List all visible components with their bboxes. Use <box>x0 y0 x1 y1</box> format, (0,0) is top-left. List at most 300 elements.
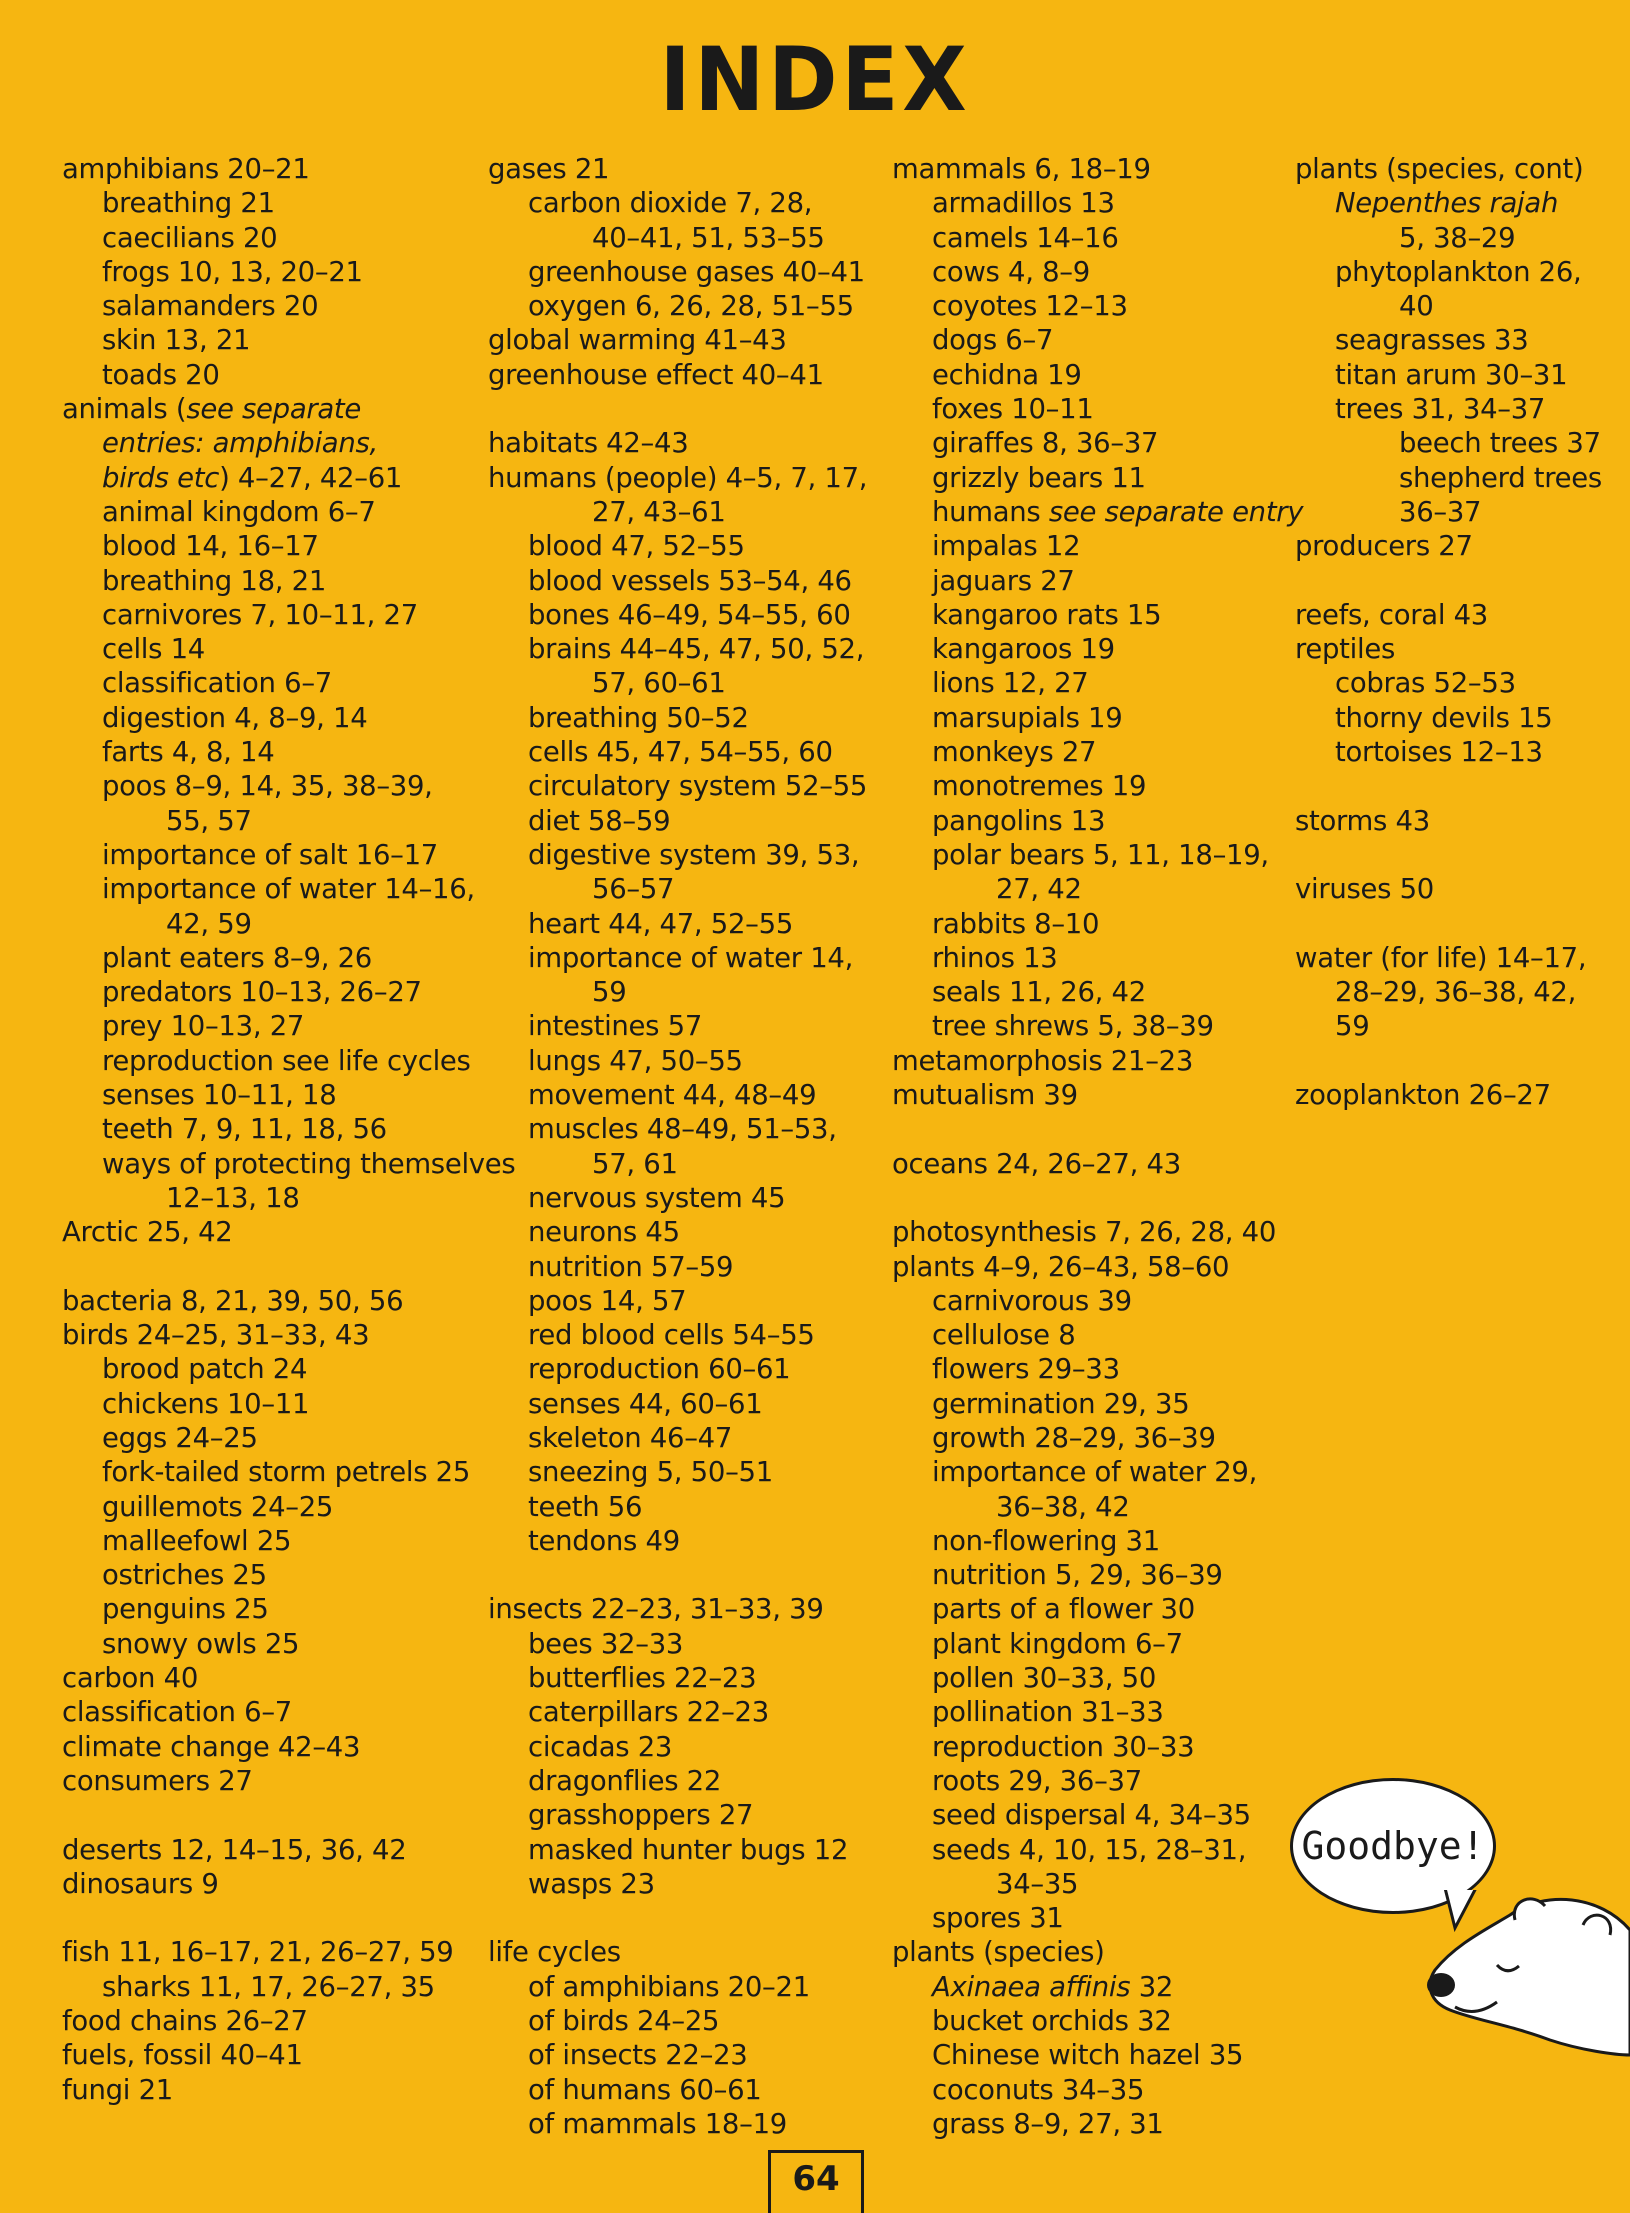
index-entry-text: phytoplankton 26, <box>1335 255 1582 288</box>
index-entry <box>62 255 472 289</box>
index-entry <box>62 529 472 563</box>
index-entry <box>488 1524 898 1558</box>
index-entry-text: water (for life) 14–17, <box>1295 941 1587 974</box>
index-entry <box>488 804 898 838</box>
index-entry-text: coconuts 34–35 <box>932 2073 1145 2106</box>
index-entry-text: malleefowl 25 <box>102 1524 292 1557</box>
index-entry-text: masked hunter bugs 12 <box>528 1833 849 1866</box>
index-entry <box>62 632 472 666</box>
index-entry <box>1295 426 1630 460</box>
index-entry-text: movement 44, 48–49 <box>528 1079 817 1112</box>
index-entry-text: fuels, fossil 40–41 <box>62 2039 303 2072</box>
index-entry <box>488 1044 898 1078</box>
index-entry-text: oceans 24, 26–27, 43 <box>892 1147 1181 1180</box>
index-entry <box>62 1387 472 1421</box>
index-entry <box>488 289 898 323</box>
index-entry-text: skeleton 46–47 <box>528 1421 733 1454</box>
index-entry-text: salamanders 20 <box>102 290 319 323</box>
index-entry <box>488 1318 898 1352</box>
index-entry <box>488 2107 898 2141</box>
index-entry <box>62 1421 472 1455</box>
index-entry <box>488 975 898 1009</box>
index-entry-text: ways of protecting themselves <box>102 1147 516 1180</box>
index-entry-text: importance of water 29, <box>932 1456 1258 1489</box>
index-entry-text: reefs, coral 43 <box>1295 598 1489 631</box>
index-entry <box>892 186 1302 220</box>
index-entry <box>62 1078 472 1112</box>
index-entry-text: predators 10–13, 26–27 <box>102 976 422 1009</box>
index-entry <box>488 564 898 598</box>
index-entry-text: spores 31 <box>932 1902 1064 1935</box>
index-entry-text: oxygen 6, 26, 28, 51–55 <box>528 290 854 323</box>
index-entry-text: zooplankton 26–27 <box>1295 1079 1551 1112</box>
index-entry <box>62 701 472 735</box>
index-entry-text: tendons 49 <box>528 1524 680 1557</box>
index-entry <box>1295 186 1630 220</box>
index-entry-text: bucket orchids 32 <box>932 2005 1172 2038</box>
index-entry <box>892 1833 1302 1867</box>
index-entry-text: marsupials 19 <box>932 701 1123 734</box>
index-entry <box>62 1318 472 1352</box>
index-entry-text: blood vessels 53–54, 46 <box>528 564 852 597</box>
index-spacer <box>62 1901 472 1935</box>
index-entry <box>62 1627 472 1661</box>
index-entry <box>488 1661 898 1695</box>
index-entry-text: 28–29, 36–38, 42, <box>1335 976 1577 1009</box>
index-entry-text: importance of water 14–16, <box>102 873 475 906</box>
index-entry <box>1295 392 1630 426</box>
index-entry <box>892 1661 1302 1695</box>
index-entry <box>488 1009 898 1043</box>
index-entry-pages: 32 <box>1130 1970 1174 2003</box>
index-entry <box>488 1833 898 1867</box>
index-entry <box>892 1147 1302 1181</box>
index-entry <box>62 1970 472 2004</box>
index-entry <box>62 1524 472 1558</box>
index-entry-text: intestines 57 <box>528 1010 703 1043</box>
index-entry <box>892 358 1302 392</box>
index-entry <box>62 186 472 220</box>
index-entry <box>892 735 1302 769</box>
index-entry-text: producers 27 <box>1295 530 1473 563</box>
index-entry-text: sharks 11, 17, 26–27, 35 <box>102 1970 435 2003</box>
index-entry-text: titan arum 30–31 <box>1335 358 1568 391</box>
index-entry <box>1295 872 1630 906</box>
index-entry-text: fork-tailed storm petrels 25 <box>102 1456 471 1489</box>
index-entry-text: teeth 7, 9, 11, 18, 56 <box>102 1113 387 1146</box>
index-entry <box>488 323 898 357</box>
index-entry-text: importance of salt 16–17 <box>102 838 438 871</box>
index-entry-text: beech trees 37 <box>1399 427 1601 460</box>
index-entry-text: cows 4, 8–9 <box>932 255 1090 288</box>
index-entry-text: poos 14, 57 <box>528 1284 687 1317</box>
index-entry <box>892 495 1302 529</box>
index-entry <box>62 1867 472 1901</box>
index-entry <box>62 941 472 975</box>
index-entry-text: consumers 27 <box>62 1764 253 1797</box>
index-entry <box>62 1490 472 1524</box>
index-entry <box>488 1592 898 1626</box>
index-entry <box>892 1387 1302 1421</box>
index-entry-text: 27, 43–61 <box>592 495 726 528</box>
index-entry <box>488 769 898 803</box>
index-entry <box>62 1764 472 1798</box>
index-entry-text: importance of water 14, <box>528 941 854 974</box>
index-entry <box>892 804 1302 838</box>
polar-bear-illustration <box>1415 1890 1630 2060</box>
index-entry <box>488 1935 898 1969</box>
index-entry-text: caterpillars 22–23 <box>528 1696 769 1729</box>
index-entry-text: of humans 60–61 <box>528 2073 762 2106</box>
index-entry-text: kangaroo rats 15 <box>932 598 1162 631</box>
index-entry <box>892 1250 1302 1284</box>
index-entry-text: 34–35 <box>996 1867 1079 1900</box>
index-entry <box>892 255 1302 289</box>
index-entry-text: 40 <box>1399 290 1434 323</box>
index-entry <box>1295 529 1630 563</box>
index-entry <box>62 564 472 598</box>
index-entry <box>1295 152 1630 186</box>
index-entry-text: lungs 47, 50–55 <box>528 1044 743 1077</box>
index-entry <box>488 461 898 495</box>
index-entry-text: breathing 18, 21 <box>102 564 327 597</box>
index-entry <box>892 392 1302 426</box>
index-entry-text: photosynthesis 7, 26, 28, 40 <box>892 1216 1277 1249</box>
index-entry-text: jaguars 27 <box>932 564 1075 597</box>
index-entry-text: animal kingdom 6–7 <box>102 495 376 528</box>
index-entry-text: 40–41, 51, 53–55 <box>592 221 825 254</box>
index-entry-text: seals 11, 26, 42 <box>932 976 1146 1009</box>
index-entry-text: butterflies 22–23 <box>528 1662 757 1695</box>
index-entry <box>1295 941 1630 975</box>
index-entry <box>892 872 1302 906</box>
index-entry <box>488 1798 898 1832</box>
index-entry <box>1295 255 1630 289</box>
index-entry <box>488 2073 898 2107</box>
index-entry-text: foxes 10–11 <box>932 393 1094 426</box>
index-spacer <box>488 1901 898 1935</box>
index-entry-text: ostriches 25 <box>102 1559 267 1592</box>
index-entry <box>62 1215 472 1249</box>
index-entry <box>1295 804 1630 838</box>
index-entry-text: coyotes 12–13 <box>932 290 1128 323</box>
index-entry <box>62 1730 472 1764</box>
index-entry-text: seeds 4, 10, 15, 28–31, <box>932 1833 1247 1866</box>
index-entry-text: senses 10–11, 18 <box>102 1079 337 1112</box>
index-entry-text: nervous system 45 <box>528 1181 786 1214</box>
index-entry <box>488 632 898 666</box>
index-entry-text: poos 8–9, 14, 35, 38–39, <box>102 770 433 803</box>
index-entry-text: roots 29, 36–37 <box>932 1764 1142 1797</box>
index-entry-text: carbon 40 <box>62 1662 199 1695</box>
index-entry <box>62 598 472 632</box>
index-entry-text: neurons 45 <box>528 1216 680 1249</box>
index-entry-text: of mammals 18–19 <box>528 2107 787 2140</box>
index-entry-text: of amphibians 20–21 <box>528 1970 810 2003</box>
index-entry <box>1295 975 1630 1009</box>
index-entry <box>488 1730 898 1764</box>
index-entry <box>892 1798 1302 1832</box>
index-entry-text: shepherd trees <box>1399 461 1602 494</box>
index-entry-text: rhinos 13 <box>932 941 1058 974</box>
index-entry-text: carbon dioxide 7, 28, <box>528 187 813 220</box>
index-entry <box>892 152 1302 186</box>
index-entry <box>892 1695 1302 1729</box>
index-entry-text: germination 29, 35 <box>932 1387 1190 1420</box>
index-entry <box>892 1867 1302 1901</box>
index-entry <box>488 1387 898 1421</box>
index-entry-text: blood 14, 16–17 <box>102 530 319 563</box>
index-entry-text: deserts 12, 14–15, 36, 42 <box>62 1833 407 1866</box>
index-entry <box>488 1867 898 1901</box>
index-entry <box>488 1695 898 1729</box>
index-entry-text: mammals 6, 18–19 <box>892 153 1151 185</box>
index-entry-text: dragonflies 22 <box>528 1764 722 1797</box>
index-entry <box>62 2004 472 2038</box>
index-entry-text: classification 6–7 <box>62 1696 292 1729</box>
index-entry <box>488 598 898 632</box>
index-entry <box>62 2073 472 2107</box>
index-entry-text: flowers 29–33 <box>932 1353 1120 1386</box>
index-entry-text: bones 46–49, 54–55, 60 <box>528 598 851 631</box>
index-entry-text: insects 22–23, 31–33, 39 <box>488 1593 824 1626</box>
index-entry-text: 59 <box>592 976 627 1009</box>
index-entry-text: echidna 19 <box>932 358 1082 391</box>
index-entry-text: nutrition 5, 29, 36–39 <box>932 1559 1223 1592</box>
index-entry-text: teeth 56 <box>528 1490 643 1523</box>
index-entry <box>62 1352 472 1386</box>
index-entry <box>488 1764 898 1798</box>
index-entry-text: carnivorous 39 <box>932 1284 1132 1317</box>
index-entry-text: chickens 10–11 <box>102 1387 310 1420</box>
index-entry <box>62 1592 472 1626</box>
index-entry <box>892 1970 1302 2004</box>
index-entry-text: snowy owls 25 <box>102 1627 300 1660</box>
index-entry <box>892 323 1302 357</box>
index-entry <box>892 769 1302 803</box>
index-entry <box>892 1284 1302 1318</box>
index-entry-italic: birds etc <box>102 461 220 494</box>
index-spacer <box>488 1558 898 1592</box>
index-entry <box>488 2004 898 2038</box>
index-entry-text: viruses 50 <box>1295 873 1434 906</box>
index-entry <box>1295 1078 1630 1112</box>
index-entry-text: plants 4–9, 26–43, 58–60 <box>892 1250 1230 1283</box>
index-entry <box>892 1730 1302 1764</box>
index-entry-italic: entries: amphibians, <box>102 427 378 460</box>
index-entry-text: pangolins 13 <box>932 804 1106 837</box>
index-entry <box>892 1215 1302 1249</box>
index-entry-text: tortoises 12–13 <box>1335 736 1543 769</box>
index-entry-text: giraffes 8, 36–37 <box>932 427 1159 460</box>
index-entry <box>892 1318 1302 1352</box>
index-entry-text: cells 45, 47, 54–55, 60 <box>528 736 833 769</box>
index-entry-text: plants (species) <box>892 1936 1105 1969</box>
index-entry-text: food chains 26–27 <box>62 2005 308 2038</box>
index-entry-text: pollination 31–33 <box>932 1696 1164 1729</box>
index-entry <box>892 632 1302 666</box>
index-entry <box>892 1044 1302 1078</box>
index-entry-text: guillemots 24–25 <box>102 1490 334 1523</box>
index-entry <box>892 221 1302 255</box>
index-entry <box>1295 323 1630 357</box>
index-entry <box>488 1147 898 1181</box>
index-entry-text: rabbits 8–10 <box>932 907 1100 940</box>
index-entry <box>892 1592 1302 1626</box>
index-entry-text: tree shrews 5, 38–39 <box>932 1010 1214 1043</box>
index-entry <box>1295 289 1630 323</box>
index-entry <box>488 1421 898 1455</box>
index-entry-text: brains 44–45, 47, 50, 52, <box>528 633 865 666</box>
index-entry <box>1295 598 1630 632</box>
index-entry-text: 55, 57 <box>166 804 252 837</box>
index-entry-text: animals ( <box>62 393 187 426</box>
index-entry <box>488 1627 898 1661</box>
index-entry-text: Arctic 25, 42 <box>62 1216 233 1249</box>
index-spacer <box>892 1112 1302 1146</box>
index-entry-text: brood patch 24 <box>102 1353 308 1386</box>
index-entry-text: habitats 42–43 <box>488 427 689 460</box>
index-entry <box>892 1901 1302 1935</box>
index-entry-text: greenhouse effect 40–41 <box>488 358 824 391</box>
index-entry <box>1295 495 1630 529</box>
index-entry <box>892 2073 1302 2107</box>
index-entry <box>892 701 1302 735</box>
index-entry-text: birds 24–25, 31–33, 43 <box>62 1319 370 1352</box>
index-entry-text: plants (species, cont) <box>1295 153 1584 185</box>
index-entry-text: Chinese witch hazel 35 <box>932 2039 1244 2072</box>
index-entry <box>62 221 472 255</box>
index-entry <box>62 1044 472 1078</box>
index-entry-text: bacteria 8, 21, 39, 50, 56 <box>62 1284 404 1317</box>
index-entry <box>892 289 1302 323</box>
index-entry <box>62 2038 472 2072</box>
index-entry-text: metamorphosis 21–23 <box>892 1044 1194 1077</box>
index-entry-text: dinosaurs 9 <box>62 1867 219 1900</box>
index-entry-text: cicadas 23 <box>528 1730 673 1763</box>
page-title: INDEX <box>659 28 971 131</box>
index-entry-text: grizzly bears 11 <box>932 461 1146 494</box>
index-entry-text: cobras 52–53 <box>1335 667 1516 700</box>
index-entry <box>892 975 1302 1009</box>
index-entry <box>488 2038 898 2072</box>
index-entry-text: red blood cells 54–55 <box>528 1319 815 1352</box>
index-entry-text: storms 43 <box>1295 804 1430 837</box>
index-entry <box>892 1558 1302 1592</box>
index-entry <box>488 838 898 872</box>
index-entry <box>62 358 472 392</box>
index-entry <box>62 838 472 872</box>
index-spacer <box>62 1250 472 1284</box>
index-entry-text: camels 14–16 <box>932 221 1119 254</box>
index-entry-italic: see separate entry <box>1048 495 1304 528</box>
index-entry-text: classification 6–7 <box>102 667 332 700</box>
index-entry <box>62 1695 472 1729</box>
index-entry-text: trees 31, 34–37 <box>1335 393 1546 426</box>
index-entry <box>488 255 898 289</box>
index-spacer <box>892 1181 1302 1215</box>
index-entry <box>488 152 898 186</box>
index-entry <box>892 1421 1302 1455</box>
index-entry-text: humans <box>932 495 1049 528</box>
index-entry-text: greenhouse gases 40–41 <box>528 255 865 288</box>
index-entry-text: grasshoppers 27 <box>528 1799 754 1832</box>
index-entry <box>62 1661 472 1695</box>
index-entry <box>892 564 1302 598</box>
index-spacer <box>1295 838 1630 872</box>
index-entry <box>62 289 472 323</box>
index-entry-text: dogs 6–7 <box>932 324 1054 357</box>
index-entry <box>488 701 898 735</box>
index-entry <box>62 769 472 803</box>
index-entry-text: 12–13, 18 <box>166 1181 300 1214</box>
index-spacer <box>1295 907 1630 941</box>
index-entry-text: cellulose 8 <box>932 1319 1076 1352</box>
index-column-4 <box>1295 152 1630 1112</box>
index-entry <box>892 1455 1302 1489</box>
index-entry <box>488 1455 898 1489</box>
index-entry-text: life cycles <box>488 1936 621 1969</box>
index-entry-text: breathing 50–52 <box>528 701 749 734</box>
index-entry <box>62 907 472 941</box>
index-entry-text: 36–38, 42 <box>996 1490 1130 1523</box>
index-entry-text: breathing 21 <box>102 187 275 220</box>
index-entry <box>892 598 1302 632</box>
index-entry <box>1295 666 1630 700</box>
index-entry-text: 57, 61 <box>592 1147 678 1180</box>
index-entry-text: fungi 21 <box>62 2073 173 2106</box>
index-entry-text: prey 10–13, 27 <box>102 1010 305 1043</box>
index-entry <box>892 1078 1302 1112</box>
index-entry <box>488 1215 898 1249</box>
index-entry-text: 56–57 <box>592 873 675 906</box>
index-entry <box>62 392 472 426</box>
index-entry <box>488 358 898 392</box>
index-entry <box>488 1078 898 1112</box>
index-entry-text: humans (people) 4–5, 7, 17, <box>488 461 868 494</box>
index-entry <box>892 1935 1302 1969</box>
index-entry <box>1295 701 1630 735</box>
index-entry-text: blood 47, 52–55 <box>528 530 745 563</box>
index-entry-text: growth 28–29, 36–39 <box>932 1421 1216 1454</box>
index-entry-text: grass 8–9, 27, 31 <box>932 2107 1164 2140</box>
index-entry-text: toads 20 <box>102 358 220 391</box>
index-entry-text: senses 44, 60–61 <box>528 1387 763 1420</box>
index-entry-text: amphibians 20–21 <box>62 153 310 185</box>
index-entry-text: plant kingdom 6–7 <box>932 1627 1183 1660</box>
index-entry <box>1295 632 1630 666</box>
index-spacer <box>1295 1044 1630 1078</box>
index-entry <box>892 1524 1302 1558</box>
index-entry-text: reproduction see life cycles <box>102 1044 471 1077</box>
index-entry <box>62 1181 472 1215</box>
index-entry <box>488 1970 898 2004</box>
index-entry-italic: Nepenthes rajah <box>1335 187 1559 220</box>
index-entry-text: digestion 4, 8–9, 14 <box>102 701 368 734</box>
index-entry-text: 5, 38–29 <box>1399 221 1516 254</box>
index-entry-italic: Axinaea affinis <box>932 1970 1131 2003</box>
index-entry-text: monotremes 19 <box>932 770 1147 803</box>
index-entry-text: lions 12, 27 <box>932 667 1089 700</box>
index-entry <box>892 2004 1302 2038</box>
index-entry-text: monkeys 27 <box>932 736 1097 769</box>
index-entry <box>62 495 472 529</box>
index-spacer <box>1295 769 1630 803</box>
index-entry-text: reproduction 60–61 <box>528 1353 791 1386</box>
index-entry <box>1295 221 1630 255</box>
index-entry-text: reptiles <box>1295 633 1395 666</box>
index-entry <box>62 461 472 495</box>
